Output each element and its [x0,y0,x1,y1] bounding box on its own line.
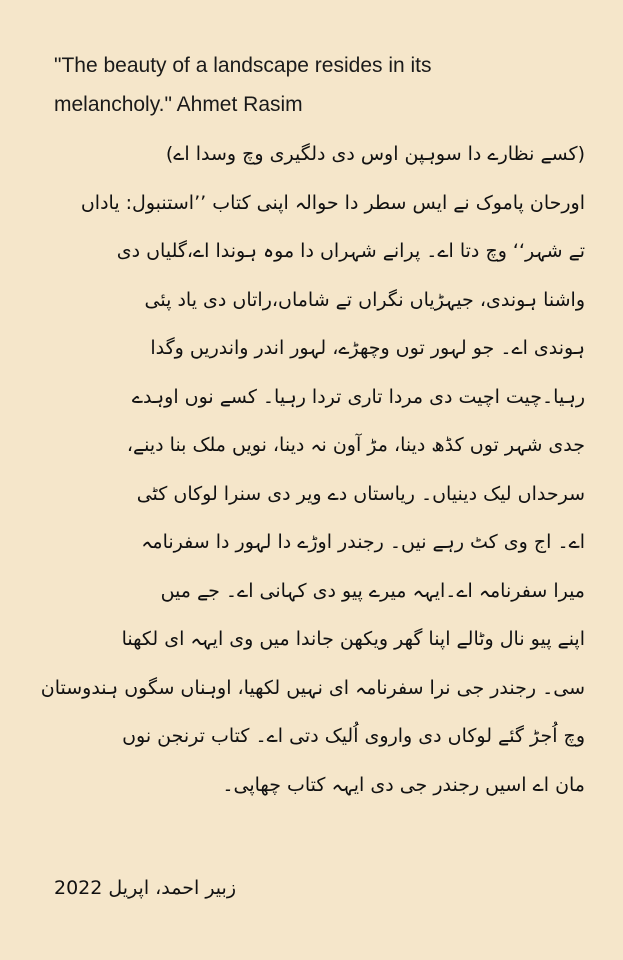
urdu-line: رہیا۔چیت اچیت دی مردا تاری تردا رہیا۔ کسے نوں اوہدے [131,385,585,408]
urdu-line: (کسے نظارے دا سوہپن اوس دی دلگیری وچ وسدا اے) [165,143,585,165]
urdu-line: اورحان پاموک نے ایس سطر دا حوالہ اپنی کتاب ’’استنبول: یاداں [80,191,585,214]
urdu-line: وچ اُجڑ گئے لوکاں دی واروی اُلیک دتی اے۔ کتاب ترنجن نوں [122,725,585,747]
quote-line-attribution: melancholy." Ahmet Rasim [54,93,303,116]
urdu-line: سی۔ رجندر جی نرا سفرنامہ ای نہیں لکھیا، اوہناں سگوں ہندوستان [40,676,585,699]
english-quote [54,46,584,124]
urdu-line: تے شہر‘‘ وچ دتا اے۔ پرانے شہراں دا موہ ہوندا اے،گلیاں دی [116,240,585,262]
urdu-line: ہوندی اے۔ جو لہور توں وچھڑے، لہور اندر واندریں وگدا [150,337,585,359]
urdu-line: اے۔ اج وی کٹ رہے نیں۔ رجندر اوڑے دا لہور دا سفرنامہ [141,531,585,553]
urdu-line: مان اے اسیں رجندر جی دی ایہہ کتاب چھاپی۔ [222,773,585,796]
urdu-line: واشنا ہوندی، جیہڑیاں نگراں تے شاماں،راتاں دی یاد پئی [144,288,585,311]
urdu-line: اپنے پیو نال وٹالے اپنا گھر ویکھن جاندا میں وی ایہہ ای لکھنا [121,628,585,650]
urdu-line: جدی شہر توں کڈھ دینا، مڑ آون نہ دینا، نویں ملک بنا دینے، [126,434,585,456]
urdu-text-block [40,130,585,809]
urdu-line: میرا سفرنامہ اے۔ایہہ میرے پیو دی کہانی اے۔ جے میں [160,579,585,602]
author-signature-date: زبیر احمد، اپریل 2022 [54,877,236,899]
urdu-line: سرحداں لیک دینیاں۔ ریاستاں دے ویر دی سنرا لوکاں کٹی [136,482,585,505]
quote-line: "The beauty of a landscape resides in its [54,54,432,77]
